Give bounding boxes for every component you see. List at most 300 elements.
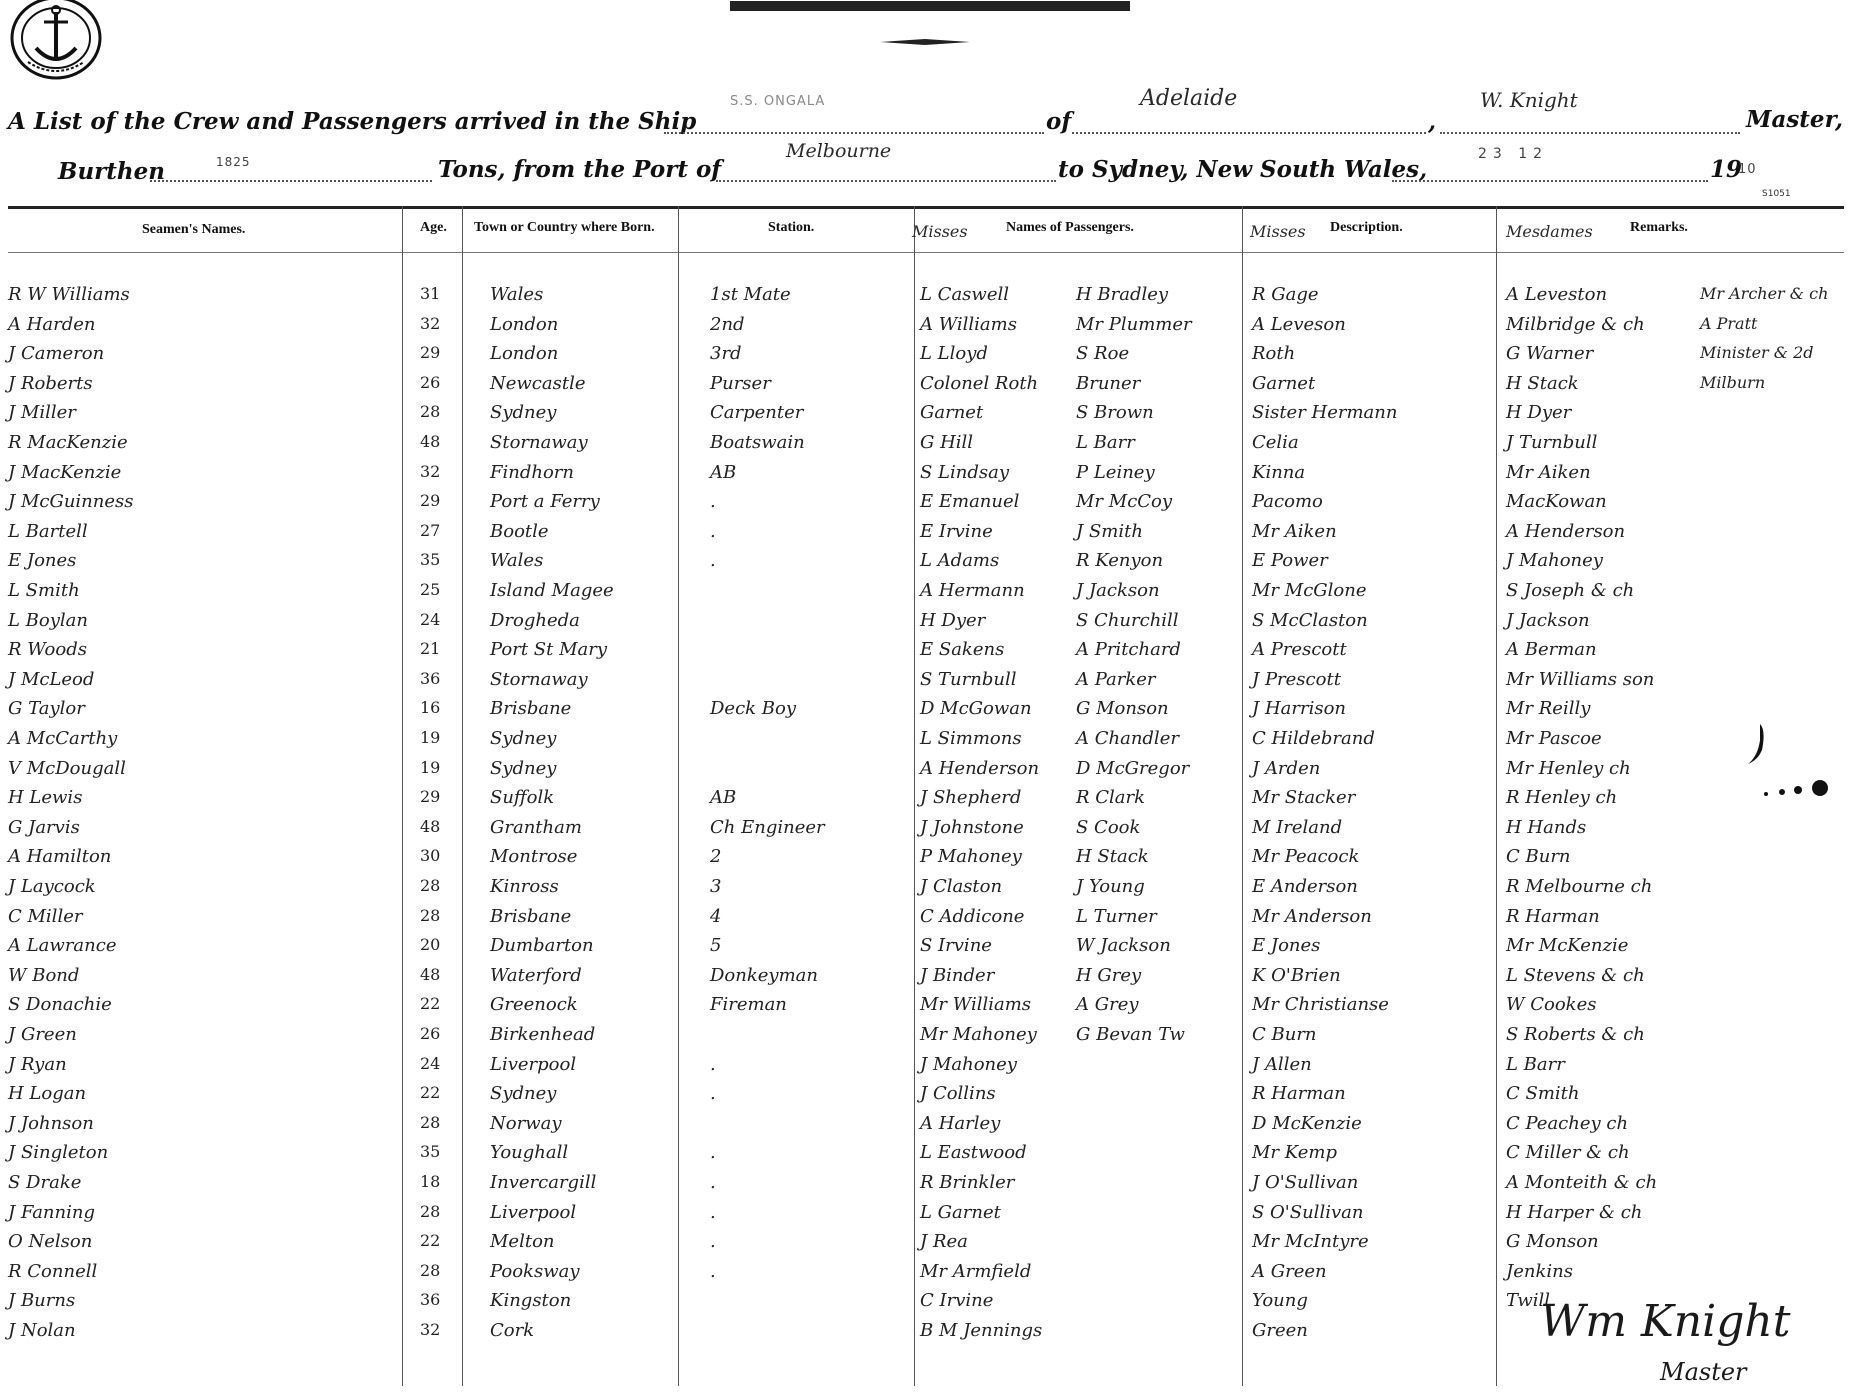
description-name: Green: [1252, 1320, 1308, 1341]
seaman-age: 28: [420, 1201, 441, 1221]
table-row: [0, 1202, 1851, 1232]
seaman-age: 28: [420, 876, 441, 895]
seaman-birthplace: Brisbane: [490, 905, 572, 927]
seaman-age: 22: [420, 994, 441, 1014]
seaman-birthplace: Pooksway: [490, 1260, 580, 1282]
seaman-age: 19: [420, 728, 441, 747]
remarks-name-left: L Barr: [1506, 1053, 1565, 1075]
passenger-name-right: Mr Plummer: [1076, 313, 1192, 335]
table-row: [0, 787, 1851, 817]
passenger-name-right: G Monson: [1076, 698, 1169, 720]
remarks-name-left: C Peachey ch: [1506, 1112, 1629, 1134]
table-row: [0, 343, 1851, 373]
description-name: J Harrison: [1252, 698, 1346, 720]
seaman-age: 48: [420, 964, 441, 984]
passenger-name-left: S Irvine: [920, 935, 992, 957]
passenger-name-right: R Clark: [1076, 787, 1146, 809]
description-name: Mr Kemp: [1252, 1142, 1337, 1164]
description-name: E Jones: [1252, 935, 1321, 957]
seaman-name: J Roberts: [8, 372, 93, 394]
description-name: R Harman: [1252, 1083, 1346, 1105]
passenger-name-left: J Shepherd: [920, 787, 1022, 809]
passenger-name-right: S Brown: [1076, 402, 1154, 424]
passenger-name-left: J Claston: [920, 876, 1003, 897]
seaman-birthplace: Brisbane: [490, 698, 572, 720]
seaman-age: 28: [420, 905, 441, 925]
seaman-station: Fireman: [710, 994, 787, 1016]
remarks-name-left: S Joseph & ch: [1506, 580, 1635, 601]
remarks-note: Mesdames: [1506, 222, 1593, 241]
description-name: A Prescott: [1252, 639, 1347, 661]
remarks-name-left: Mr McKenzie: [1506, 935, 1629, 957]
passenger-name-right: L Barr: [1076, 432, 1135, 453]
table-row: [0, 1261, 1851, 1291]
passenger-name-right: J Jackson: [1076, 580, 1160, 601]
table-row: [0, 462, 1851, 492]
remarks-name-left: Milbridge & ch: [1506, 313, 1645, 335]
seaman-age: 48: [420, 816, 441, 836]
seaman-birthplace: Newcastle: [490, 372, 586, 394]
remarks-name-left: Mr Pascoe: [1506, 728, 1602, 749]
seaman-age: 24: [420, 609, 441, 629]
seaman-birthplace: Sydney: [490, 728, 557, 749]
table-row: [0, 1142, 1851, 1172]
table-row: [0, 876, 1851, 906]
seaman-birthplace: London: [490, 313, 559, 335]
description-name: Young: [1252, 1290, 1308, 1312]
passenger-name-left: A Henderson: [920, 757, 1040, 779]
remarks-name-left: J Jackson: [1506, 609, 1590, 631]
remarks-name-left: J Mahoney: [1506, 550, 1603, 572]
table-row: [0, 521, 1851, 551]
seaman-name: S Drake: [8, 1172, 82, 1193]
seaman-name: J Cameron: [8, 343, 105, 365]
seaman-age: 36: [420, 1290, 441, 1310]
seaman-birthplace: Liverpool: [490, 1201, 577, 1223]
passenger-name-left: L Garnet: [920, 1201, 1001, 1223]
description-note: Misses: [1250, 222, 1306, 241]
remarks-name-right: Mr Archer & ch: [1700, 284, 1829, 303]
seaman-age: 26: [420, 1024, 441, 1043]
seaman-name: O Nelson: [8, 1231, 93, 1253]
seaman-birthplace: Sydney: [490, 402, 557, 424]
passenger-name-left: A Harley: [920, 1112, 1001, 1134]
comma: ,: [1428, 108, 1437, 135]
col-header-station: Station.: [768, 220, 815, 235]
seaman-birthplace: Montrose: [490, 846, 578, 868]
remarks-name-left: Twill: [1506, 1290, 1551, 1312]
description-name: R Gage: [1252, 284, 1319, 305]
passenger-name-right: S Cook: [1076, 816, 1141, 838]
remarks-name-left: C Burn: [1506, 846, 1571, 868]
passenger-name-left: L Lloyd: [920, 343, 988, 365]
table-row: [0, 402, 1851, 432]
description-name: C Burn: [1252, 1024, 1317, 1045]
seaman-name: V McDougall: [8, 757, 126, 779]
seaman-birthplace: Wales: [490, 550, 544, 572]
master-signature: Wm Knight: [1540, 1296, 1791, 1347]
table-row: [0, 550, 1851, 580]
seaman-age: 22: [420, 1083, 441, 1103]
seaman-birthplace: Drogheda: [490, 609, 580, 631]
passenger-name-left: E Emanuel: [920, 491, 1020, 513]
seaman-name: R Connell: [8, 1260, 98, 1282]
remarks-name-left: G Monson: [1506, 1231, 1599, 1253]
seaman-age: 29: [420, 343, 441, 363]
passenger-name-right: Bruner: [1076, 372, 1141, 394]
seaman-age: 29: [420, 491, 441, 511]
remarks-name-left: A Leveston: [1506, 284, 1608, 305]
col-header-passengers: Names of Passengers.: [1006, 220, 1134, 235]
seaman-station: .: [710, 1083, 716, 1105]
passenger-name-right: R Kenyon: [1076, 550, 1164, 572]
remarks-name-left: R Melbourne ch: [1506, 876, 1653, 897]
description-name: Mr Peacock: [1252, 846, 1360, 868]
seaman-age: 32: [420, 461, 441, 481]
seaman-station: .: [710, 550, 716, 572]
remarks-name-left: MacKowan: [1506, 491, 1607, 513]
description-name: J Arden: [1252, 757, 1321, 779]
passenger-name-right: A Parker: [1076, 668, 1156, 690]
seaman-name: G Jarvis: [8, 816, 80, 838]
seaman-age: 27: [420, 520, 441, 540]
seaman-age: 28: [420, 402, 441, 422]
passenger-name-left: Colonel Roth: [920, 372, 1039, 394]
remarks-name-left: A Monteith & ch: [1506, 1172, 1658, 1193]
passenger-name-right: A Pritchard: [1076, 639, 1181, 661]
passenger-name-left: E Sakens: [920, 639, 1005, 661]
seaman-name: R MacKenzie: [8, 432, 128, 453]
seaman-name: R Woods: [8, 639, 87, 661]
passenger-name-right: A Grey: [1076, 994, 1139, 1016]
seaman-age: 19: [420, 757, 441, 777]
seaman-age: 35: [420, 550, 441, 570]
seaman-station: .: [710, 1053, 716, 1075]
passenger-name-right: J Young: [1076, 876, 1145, 897]
seaman-birthplace: Port St Mary: [490, 639, 607, 661]
seaman-station: 3: [710, 876, 722, 897]
seaman-name: J Burns: [8, 1290, 76, 1312]
seaman-birthplace: Melton: [490, 1231, 555, 1253]
seaman-age: 28: [420, 1112, 441, 1132]
seaman-birthplace: Bootle: [490, 520, 549, 542]
description-name: S McClaston: [1252, 609, 1368, 631]
description-name: K O'Brien: [1252, 964, 1341, 986]
seaman-birthplace: Norway: [490, 1112, 562, 1134]
table-row: [0, 1113, 1851, 1143]
seaman-station: Deck Boy: [710, 698, 797, 720]
of-label: of: [1046, 108, 1072, 135]
seaman-name: A Harden: [8, 313, 96, 335]
col-header-remarks: Remarks.: [1630, 220, 1688, 235]
seaman-station: 1st Mate: [710, 284, 791, 305]
seaman-birthplace: Invercargill: [490, 1172, 597, 1193]
seaman-station: 3rd: [710, 343, 742, 365]
table-row: [0, 639, 1851, 669]
seaman-name: J Green: [8, 1024, 77, 1045]
col-header-seamen: Seamen's Names.: [142, 222, 246, 237]
ink-blot-marks: [1720, 720, 1840, 814]
seaman-birthplace: Greenock: [490, 994, 578, 1016]
passenger-name-left: G Hill: [920, 432, 974, 453]
table-row: [0, 728, 1851, 758]
remarks-name-left: C Smith: [1506, 1083, 1580, 1105]
seaman-birthplace: Kingston: [490, 1290, 572, 1312]
seaman-station: Purser: [710, 372, 771, 394]
seaman-name: W Bond: [8, 964, 80, 986]
master-signature-title: Master: [1660, 1358, 1747, 1386]
master-label: Master,: [1746, 106, 1844, 133]
table-row: [0, 284, 1851, 314]
burthen-label: Burthen: [58, 158, 165, 185]
description-name: Roth: [1252, 343, 1296, 365]
description-name: J Allen: [1252, 1053, 1312, 1075]
passenger-name-right: W Jackson: [1076, 935, 1171, 957]
seaman-name: J McGuinness: [8, 491, 134, 513]
passenger-name-left: H Dyer: [920, 609, 986, 631]
passenger-name-left: Mr Armfield: [920, 1260, 1032, 1282]
master-name-value: W. Knight: [1480, 88, 1578, 112]
table-row: [0, 373, 1851, 403]
table-row: [0, 935, 1851, 965]
seaman-birthplace: Port a Ferry: [490, 491, 600, 513]
remarks-name-left: G Warner: [1506, 343, 1594, 365]
table-row: [0, 758, 1851, 788]
seaman-birthplace: Stornaway: [490, 668, 588, 690]
table-row: [0, 846, 1851, 876]
seaman-age: 16: [420, 698, 441, 718]
seaman-station: Carpenter: [710, 402, 804, 424]
table-row: [0, 1083, 1851, 1113]
passenger-name-right: H Stack: [1076, 846, 1149, 868]
description-name: Kinna: [1252, 461, 1306, 483]
description-name: Celia: [1252, 432, 1299, 453]
description-name: C Hildebrand: [1252, 728, 1375, 749]
passenger-name-left: J Collins: [920, 1083, 996, 1105]
seaman-name: A Lawrance: [8, 935, 117, 957]
passenger-name-left: L Simmons: [920, 728, 1022, 749]
table-row: [0, 314, 1851, 344]
passenger-name-left: E Irvine: [920, 520, 993, 542]
ship-name-value: S.S. ONGALA: [730, 94, 826, 109]
passenger-name-left: L Caswell: [920, 284, 1009, 305]
seaman-name: H Logan: [8, 1083, 87, 1105]
seaman-birthplace: London: [490, 343, 559, 365]
passenger-name-right: H Bradley: [1076, 284, 1169, 305]
seaman-name: J Fanning: [8, 1201, 95, 1223]
remarks-name-left: W Cookes: [1506, 994, 1597, 1016]
passenger-name-right: J Smith: [1076, 520, 1143, 542]
date-value: 23 12: [1478, 146, 1549, 162]
seaman-name: A McCarthy: [8, 728, 118, 749]
seaman-birthplace: Findhorn: [490, 461, 574, 483]
seaman-age: 35: [420, 1142, 441, 1162]
description-name: Mr Stacker: [1252, 787, 1356, 809]
table-row: [0, 1054, 1851, 1084]
seaman-age: 21: [420, 639, 441, 659]
remarks-name-left: C Miller & ch: [1506, 1142, 1630, 1164]
passenger-name-left: J Mahoney: [920, 1053, 1017, 1075]
remarks-name-left: R Harman: [1506, 905, 1600, 927]
col-header-born: Town or Country where Born.: [474, 220, 655, 235]
passenger-name-left: S Lindsay: [920, 461, 1010, 483]
remarks-name-left: H Stack: [1506, 372, 1579, 394]
table-row: [0, 1231, 1851, 1261]
table-row: [0, 669, 1851, 699]
remarks-name-left: Mr Williams son: [1506, 668, 1655, 690]
passenger-name-left: J Binder: [920, 964, 995, 986]
passenger-name-right: Mr McCoy: [1076, 491, 1173, 513]
seaman-birthplace: Birkenhead: [490, 1024, 596, 1045]
description-name: J Prescott: [1252, 668, 1341, 690]
seaman-age: 26: [420, 372, 441, 392]
year-suffix: 10: [1738, 162, 1757, 177]
passenger-name-left: J Johnstone: [920, 816, 1024, 838]
passenger-name-left: R Brinkler: [920, 1172, 1015, 1193]
seaman-station: Boatswain: [710, 432, 805, 453]
col-header-age: Age.: [420, 220, 447, 235]
passenger-name-left: Mr Mahoney: [920, 1024, 1037, 1045]
seaman-name: H Lewis: [8, 787, 83, 809]
seaman-birthplace: Stornaway: [490, 432, 588, 453]
table-row: [0, 817, 1851, 847]
list-title: A List of the Crew and Passengers arrived in the Ship: [8, 108, 697, 135]
seaman-birthplace: Grantham: [490, 816, 582, 838]
col-header-description: Description.: [1330, 220, 1403, 235]
seaman-age: 22: [420, 1231, 441, 1251]
remarks-name-left: A Berman: [1506, 639, 1597, 661]
seaman-age: 18: [420, 1172, 441, 1191]
remarks-name-left: L Stevens & ch: [1506, 964, 1645, 986]
seaman-station: .: [710, 1172, 716, 1193]
table-row: [0, 580, 1851, 610]
seaman-birthplace: Kinross: [490, 876, 559, 897]
description-name: Sister Hermann: [1252, 402, 1398, 424]
seaman-station: 2nd: [710, 313, 745, 335]
seaman-station: 2: [710, 846, 722, 868]
remarks-name-right: Minister & 2d: [1700, 343, 1814, 363]
remarks-name-left: S Roberts & ch: [1506, 1024, 1645, 1045]
remarks-name-left: R Henley ch: [1506, 787, 1618, 809]
seaman-name: A Hamilton: [8, 846, 112, 868]
seaman-name: J Miller: [8, 402, 76, 424]
seaman-name: R W Williams: [8, 284, 130, 305]
seaman-age: 25: [420, 580, 441, 599]
passenger-name-right: A Chandler: [1076, 728, 1179, 749]
passenger-name-left: A Hermann: [920, 580, 1025, 601]
seaman-station: 5: [710, 935, 722, 957]
passenger-name-left: L Adams: [920, 550, 1000, 572]
table-row: [0, 698, 1851, 728]
passenger-name-right: H Grey: [1076, 964, 1142, 986]
description-name: A Green: [1252, 1260, 1327, 1282]
seaman-name: L Smith: [8, 580, 80, 601]
remarks-name-left: Mr Reilly: [1506, 698, 1591, 720]
passenger-name-right: P Leiney: [1076, 461, 1155, 483]
table-row: [0, 906, 1851, 936]
remarks-name-left: H Dyer: [1506, 402, 1572, 424]
seaman-name: J Johnson: [8, 1112, 94, 1134]
year-prefix: 19: [1710, 156, 1743, 183]
from-port-value: Melbourne: [786, 140, 892, 162]
passenger-name-left: C Irvine: [920, 1290, 994, 1312]
seaman-station: AB: [710, 787, 737, 809]
seaman-birthplace: Youghall: [490, 1142, 569, 1164]
seaman-name: L Bartell: [8, 520, 88, 542]
passengers-note: Misses: [912, 222, 968, 241]
seaman-birthplace: Suffolk: [490, 787, 555, 809]
seaman-birthplace: Sydney: [490, 1083, 557, 1105]
remarks-name-left: H Harper & ch: [1506, 1201, 1643, 1223]
passenger-name-right: G Bevan Tw: [1076, 1024, 1185, 1045]
remarks-name-left: Mr Aiken: [1506, 461, 1591, 483]
description-name: Pacomo: [1252, 491, 1323, 513]
seaman-age: 31: [420, 284, 441, 303]
seaman-name: C Miller: [8, 905, 83, 927]
passenger-name-left: Mr Williams: [920, 994, 1032, 1016]
description-name: E Power: [1252, 550, 1328, 572]
description-name: S O'Sullivan: [1252, 1201, 1364, 1223]
ship-port-value: Adelaide: [1140, 86, 1238, 111]
seaman-birthplace: Dumbarton: [490, 935, 594, 957]
seaman-station: .: [710, 491, 716, 513]
passenger-name-left: A Williams: [920, 313, 1017, 335]
remarks-name-left: H Hands: [1506, 816, 1587, 838]
passenger-name-left: Garnet: [920, 402, 984, 424]
seaman-name: L Boylan: [8, 609, 88, 631]
passenger-name-right: S Churchill: [1076, 609, 1179, 631]
passenger-name-left: B M Jennings: [920, 1320, 1043, 1341]
tons-from-label: Tons, from the Port of: [438, 156, 722, 183]
description-name: J O'Sullivan: [1252, 1172, 1359, 1193]
seaman-age: 20: [420, 935, 441, 955]
seaman-birthplace: Waterford: [490, 964, 582, 986]
seaman-age: 32: [420, 313, 441, 333]
seaman-station: .: [710, 1201, 716, 1223]
seaman-name: S Donachie: [8, 994, 112, 1016]
seaman-birthplace: Cork: [490, 1320, 535, 1341]
seaman-name: J Nolan: [8, 1320, 76, 1341]
seaman-age: 29: [420, 787, 441, 807]
seaman-birthplace: Sydney: [490, 757, 557, 779]
remarks-name-left: Mr Henley ch: [1506, 757, 1631, 779]
seaman-age: 30: [420, 846, 441, 866]
seaman-station: .: [710, 1231, 716, 1253]
seaman-name: G Taylor: [8, 698, 85, 720]
seaman-name: J McLeod: [8, 668, 95, 690]
passenger-name-right: D McGregor: [1076, 757, 1190, 779]
description-name: Garnet: [1252, 372, 1316, 394]
passenger-name-left: L Eastwood: [920, 1142, 1027, 1164]
table-row: [0, 965, 1851, 995]
description-name: E Anderson: [1252, 876, 1358, 897]
seaman-age: 24: [420, 1053, 441, 1073]
seaman-birthplace: Island Magee: [490, 580, 614, 601]
passenger-name-left: P Mahoney: [920, 846, 1022, 868]
seaman-age: 32: [420, 1320, 441, 1339]
remarks-name-right: Milburn: [1700, 372, 1766, 392]
seaman-birthplace: Liverpool: [490, 1053, 577, 1075]
seaman-birthplace: Wales: [490, 284, 544, 305]
passenger-name-left: D McGowan: [920, 698, 1032, 720]
remarks-name-left: A Henderson: [1506, 520, 1626, 542]
description-name: Mr McIntyre: [1252, 1231, 1369, 1253]
passenger-name-left: J Rea: [920, 1231, 968, 1253]
seaman-station: AB: [710, 461, 737, 483]
seaman-station: .: [710, 520, 716, 542]
seaman-station: Ch Engineer: [710, 816, 825, 838]
tons-value: 1825: [216, 155, 251, 169]
